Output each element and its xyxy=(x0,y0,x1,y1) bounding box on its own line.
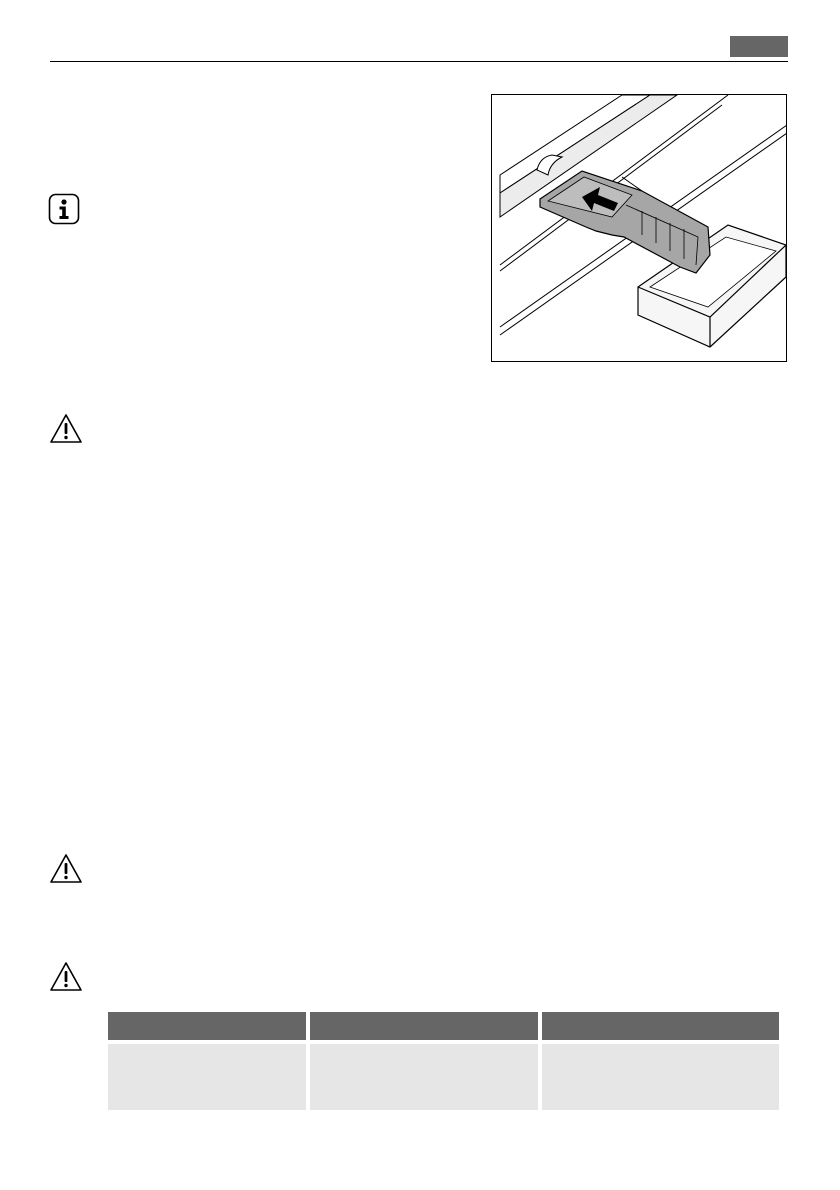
table-cell xyxy=(310,1044,539,1110)
troubleshooting-table xyxy=(104,1012,783,1110)
table-header-cell xyxy=(310,1012,539,1040)
table-cell xyxy=(108,1044,306,1110)
warning-icon xyxy=(48,852,84,886)
table-header-row xyxy=(108,1012,779,1040)
table-cell xyxy=(542,1044,779,1110)
ice-tray-illustration xyxy=(491,94,787,362)
info-icon xyxy=(48,193,80,225)
warning-icon xyxy=(48,412,84,446)
warning-icon xyxy=(48,960,84,994)
table-header-cell xyxy=(542,1012,779,1040)
table-row xyxy=(108,1044,779,1110)
illustration-drawing xyxy=(492,95,787,362)
header-rule xyxy=(50,61,788,62)
table-header-cell xyxy=(108,1012,306,1040)
language-badge xyxy=(730,36,788,57)
